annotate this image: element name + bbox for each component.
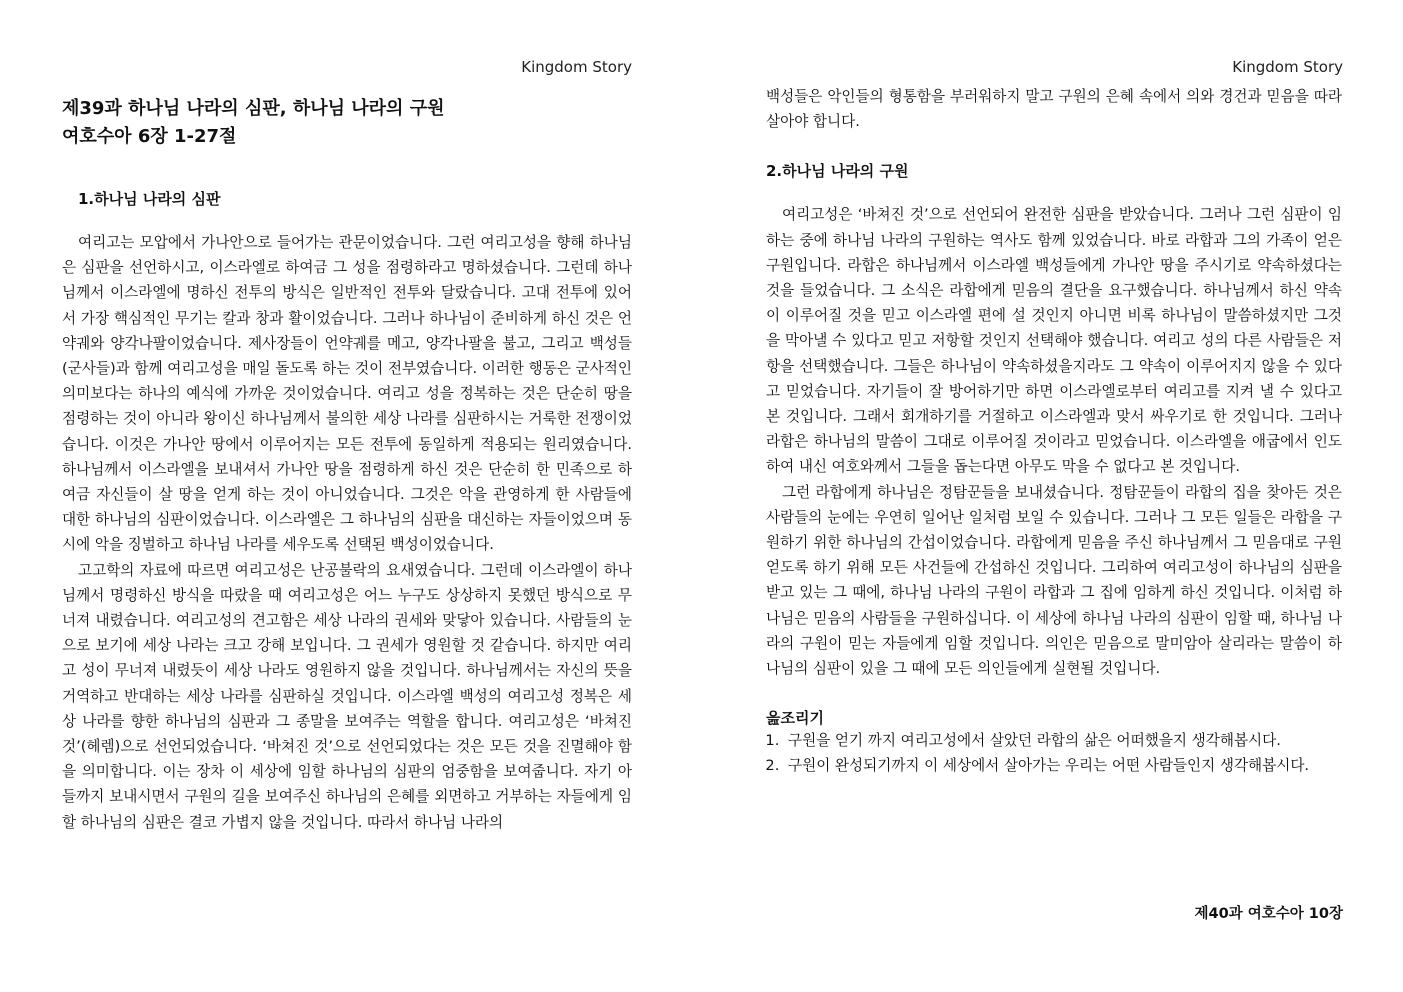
continuation-paragraph: 백성들은 악인들의 형통함을 부러워하지 말고 구원의 은혜 속에서 의와 경건과 믿음을 따라 살아야 합니다.: [766, 88, 1342, 131]
section-heading-salvation: 2.하나님 나라의 구원: [766, 162, 909, 181]
lesson-title: 제39과 하나님 나라의 심판, 하나님 나라의 구원: [62, 98, 445, 119]
next-lesson-footer: 제40과 여호수아 10장: [1194, 906, 1343, 922]
body-paragraph: 그런 라합에게 하나님은 정탐꾼들을 보내셨습니다. 정탐꾼들이 라합의 집을 찾아든 것은 사람들의 눈에는 우연히 일어난 일처럼 보일 수 있습니다. 그러나 그 모든 일들은 라합을 구원하기 위한 하나님의 간섭이었습니다. 라합에게 믿음을 주신 하나님께서 그 믿음대로 구원 얻도록 하기 위해 모든 사건들에 간섭하신 것입니다. 그리하여 여리고성이 하나님의 심판을 받고 있는 그 때에, 하나님 나라의 구원이 라합과 그 집에 임하게 하신 것입니다. 이처럼 하나님은 믿음의 사람들을 구원하십니다. 이 세상에 하나님 나라의 심판이 임할 때, 하나님 나라의 구원이 믿는 자들에게 임할 것입니다. 의인은 믿음으로 말미암아 살리라는 말씀이 하나님의 심판이 있을 그 때에 모든 의인들에게 실현될 것입니다.: [766, 483, 1342, 678]
scripture-reference: 여호수아 6장 1-27절: [62, 126, 237, 147]
reflection-list: [766, 728, 1342, 778]
left-page: [0, 0, 700, 992]
right-column: [766, 84, 1342, 779]
page-header: Kingdom Story: [521, 58, 632, 76]
page-header: Kingdom Story: [1232, 58, 1343, 76]
reflection-item: 2. 구원이 완성되기까지 이 세상에서 살아가는 우리는 어떤 사람들인지 생각해봅시다.: [784, 753, 1342, 778]
body-paragraph: 고고학의 자료에 따르면 여리고성은 난공불락의 요새였습니다. 그런데 이스라엘이 하나님께서 명령하신 방식을 따랐을 때 여리고성은 어느 누구도 상상하지 못했던 방식으로 무너져 내렸습니다. 여리고성의 견고함은 세상 나라의 권세와 맞닿아 있습니다. 사람들의 눈으로 보기에 세상 나라는 크고 강해 보입니다. 그 권세가 영원할 것 같습니다. 하지만 여리고 성이 무너져 내렸듯이 세상 나라도 영원하지 않을 것입니다. 하나님께서는 자신의 뜻을 거역하고 반대하는 세상 나라를 심판하실 것입니다. 이스라엘 백성의 여리고성 정복은 세상 나라를 향한 하나님의 심판과 그 종말을 보여주는 역할을 합니다. 여리고성은 ‘바쳐진 것’(헤렘)으로 선언되었습니다. ‘바쳐진 것’으로 선언되었다는 것은 모든 것을 진멸해야 함을 의미합니다. 이는 장차 이 세상에 임할 하나님의 심판의 엄중함을 보여줍니다. 자기 아들까지 보내시면서 구원의 길을 보여주신 하나님의 은혜를 외면하고 거부하는 자들에게 임할 하나님의 심판은 결코 가볍지 않을 것입니다. 따라서 하나님 나라의: [62, 561, 632, 831]
reflection-heading: 읊조리기: [766, 709, 824, 728]
section-heading-judgment: 1.하나님 나라의 심판: [78, 190, 221, 208]
right-page: [700, 0, 1403, 992]
reflection-item: 1. 구원을 얻기 까지 여리고성에서 살았던 라합의 삶은 어떠했을지 생각해봅시다.: [784, 728, 1342, 753]
body-paragraph: 여리고는 모압에서 가나안으로 들어가는 관문이었습니다. 그런 여리고성을 향해 하나님은 심판을 선언하시고, 이스라엘로 하여금 그 성을 점령하라고 명하셨습니다. 그런데 하나님께서 이스라엘에 명하신 전투의 방식은 일반적인 전투와 달랐습니다. 고대 전투에 있어서 가장 핵심적인 무기는 칼과 창과 활이었습니다. 그러나 하나님이 준비하게 하신 것은 언약궤와 양각나팔이었습니다. 제사장들이 언약궤를 메고, 양각나팔을 불고, 그리고 백성들(군사들)과 함께 여리고성을 매일 돌도록 하는 것이 전부였습니다. 이러한 행동은 군사적인 의미보다는 하나의 예식에 가까운 것이었습니다. 여리고 성을 정복하는 것은 단순히 땅을 점령하는 것이 아니라 왕이신 하나님께서 불의한 세상 나라를 심판하시는 거룩한 전쟁이었습니다. 이것은 가나안 땅에서 이루어지는 모든 전투에 동일하게 적용되는 원리였습니다. 하나님께서 이스라엘을 보내셔서 가나안 땅을 점령하게 하신 것은 단순히 한 민족으로 하여금 자신들이 살 땅을 얻게 하는 것이 아니었습니다. 그것은 악을 관영하게 한 사람들에 대한 하나님의 심판이었습니다. 이스라엘은 그 하나님의 심판을 대신하는 자들이었으며 동시에 악을 징벌하고 하나님 나라를 세우도록 선택된 백성이었습니다.: [62, 234, 632, 554]
left-column: [62, 95, 632, 151]
left-body: [62, 188, 632, 835]
body-paragraph: 여리고성은 ‘바쳐진 것’으로 선언되어 완전한 심판을 받았습니다. 그러나 그런 심판이 임하는 중에 하나님 나라의 구원하는 역사도 함께 있었습니다. 바로 라합과 그의 가족이 얻은 구원입니다. 라합은 하나님께서 이스라엘 백성들에게 가나안 땅을 주시기로 약속하셨다는 것을 들었습니다. 그 소식은 라합에게 믿음의 결단을 요구했습니다. 하나님께서 하신 약속이 이루어질 것을 믿고 이스라엘 편에 설 것인지 아니면 비록 하나님이 말씀하셨지만 그것을 막아낼 수 있다고 믿고 저항할 것인지 선택해야 했습니다. 여리고 성의 다른 사람들은 저항을 선택했습니다. 그들은 하나님이 약속하셨을지라도 그 약속이 이루어지지 않을 수 있다고 믿었습니다. 자기들이 잘 방어하기만 하면 이스라엘로부터 여리고를 지켜 낼 수 있다고 본 것입니다. 그래서 회개하기를 거절하고 이스라엘과 맞서 싸우기로 한 것입니다. 그러나 라합은 하나님의 말씀이 그대로 이루어질 것이라고 믿었습니다. 이스라엘을 애굽에서 인도하여 내신 여호와께서 그들을 돕는다면 아무도 막을 수 없다고 본 것입니다.: [766, 206, 1342, 476]
